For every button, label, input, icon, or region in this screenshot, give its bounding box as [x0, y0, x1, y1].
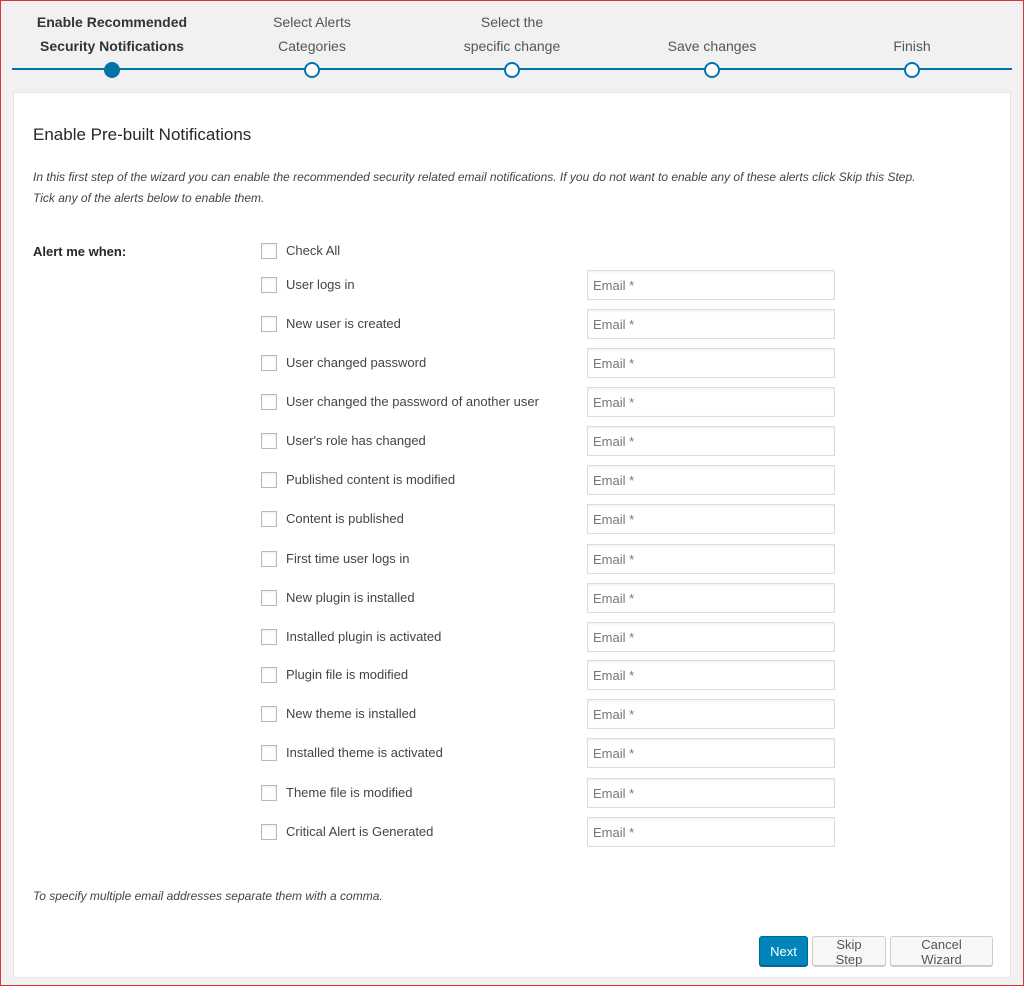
- alert-row: [261, 738, 841, 768]
- alert-checkbox[interactable]: [261, 785, 277, 801]
- email-input[interactable]: [587, 660, 835, 690]
- wizard-step-label: [12, 10, 212, 58]
- alert-checkbox[interactable]: [261, 667, 277, 683]
- wizard-step-1[interactable]: [12, 0, 212, 92]
- email-input[interactable]: [587, 817, 835, 847]
- email-input[interactable]: [587, 465, 835, 495]
- wizard-step-label-line2: Security Notifications: [40, 38, 184, 54]
- wizard-step-label: [412, 10, 612, 58]
- alert-label[interactable]: User changed the password of another user: [286, 394, 539, 409]
- intro-text: [33, 167, 993, 209]
- alert-checkbox[interactable]: [261, 511, 277, 527]
- wizard-step-3[interactable]: [412, 0, 612, 92]
- alert-row: [261, 817, 841, 847]
- email-input[interactable]: [587, 738, 835, 768]
- wizard-step-label: [812, 34, 1012, 58]
- alert-row: [261, 778, 841, 808]
- wizard-step-label-line2: Finish: [893, 38, 931, 54]
- alert-checkbox[interactable]: [261, 745, 277, 761]
- next-button[interactable]: Next: [759, 936, 808, 966]
- intro-line-1: In this first step of the wizard you can enable the recommended security related email notifications. If you do not want to enable any of these alerts click Skip this Step.: [33, 170, 916, 184]
- alert-row: [261, 426, 841, 456]
- check-all-checkbox[interactable]: [261, 243, 277, 259]
- email-input[interactable]: [587, 778, 835, 808]
- alert-checkbox[interactable]: [261, 706, 277, 722]
- step-dot-icon: [704, 62, 720, 78]
- alert-row: [261, 622, 841, 652]
- alert-checkbox[interactable]: [261, 355, 277, 371]
- alert-me-when-label: Alert me when:: [33, 244, 127, 259]
- alert-label[interactable]: New user is created: [286, 316, 401, 331]
- wizard-panel: [13, 92, 1011, 978]
- wizard-steps: [0, 0, 1024, 92]
- alert-row: [261, 583, 841, 613]
- alert-checkbox[interactable]: [261, 590, 277, 606]
- alert-row: [261, 348, 841, 378]
- alert-label[interactable]: First time user logs in: [286, 551, 410, 566]
- skip-step-button[interactable]: Skip Step: [812, 936, 886, 966]
- alert-label[interactable]: Plugin file is modified: [286, 667, 409, 682]
- alert-label[interactable]: Critical Alert is Generated: [286, 824, 434, 839]
- alert-row: [261, 544, 841, 574]
- alert-checkbox[interactable]: [261, 394, 277, 410]
- step-dot-icon: [304, 62, 320, 78]
- alert-checkbox[interactable]: [261, 316, 277, 332]
- wizard-step-4[interactable]: [612, 0, 812, 92]
- alert-row: [261, 270, 841, 300]
- email-input[interactable]: [587, 309, 835, 339]
- wizard-step-5[interactable]: [812, 0, 1012, 92]
- email-input[interactable]: [587, 504, 835, 534]
- wizard-step-label-line2: Categories: [278, 38, 346, 54]
- cancel-wizard-button[interactable]: Cancel Wizard: [890, 936, 993, 966]
- email-note: To specify multiple email addresses separate them with a comma.: [33, 889, 383, 903]
- wizard-step-label: [612, 34, 812, 58]
- check-all-row: [261, 236, 841, 266]
- alert-label[interactable]: User's role has changed: [286, 433, 426, 448]
- alert-label[interactable]: Installed theme is activated: [286, 745, 443, 760]
- alert-checkbox[interactable]: [261, 277, 277, 293]
- check-all-label[interactable]: Check All: [286, 243, 341, 258]
- email-input[interactable]: [587, 699, 835, 729]
- alert-label[interactable]: Theme file is modified: [286, 785, 413, 800]
- page-title: Enable Pre-built Notifications: [33, 125, 252, 144]
- wizard-step-label-line1: Select Alerts: [273, 14, 351, 30]
- email-input[interactable]: [587, 426, 835, 456]
- wizard-step-label-line1: Select the: [480, 14, 544, 30]
- email-input[interactable]: [587, 270, 835, 300]
- alert-label[interactable]: User logs in: [286, 277, 355, 292]
- alert-checkbox[interactable]: [261, 824, 277, 840]
- intro-line-2: Tick any of the alerts below to enable them.: [33, 191, 265, 205]
- alert-label[interactable]: Installed plugin is activated: [286, 629, 442, 644]
- email-input[interactable]: [587, 387, 835, 417]
- wizard-step-label-line2: Save changes: [667, 38, 757, 54]
- alert-row: [261, 387, 841, 417]
- wizard-step-label-line2: specific change: [463, 38, 561, 54]
- email-input[interactable]: [587, 583, 835, 613]
- alert-row: [261, 699, 841, 729]
- email-input[interactable]: [587, 544, 835, 574]
- alert-label[interactable]: New plugin is installed: [286, 590, 415, 605]
- alert-checkbox[interactable]: [261, 551, 277, 567]
- alert-row: [261, 660, 841, 690]
- alert-label[interactable]: User changed password: [286, 355, 427, 370]
- alert-label[interactable]: Published content is modified: [286, 472, 456, 487]
- alert-checkbox[interactable]: [261, 472, 277, 488]
- email-input[interactable]: [587, 348, 835, 378]
- alert-row: [261, 465, 841, 495]
- alert-row: [261, 504, 841, 534]
- alert-label[interactable]: New theme is installed: [286, 706, 417, 721]
- wizard-step-2[interactable]: [212, 0, 412, 92]
- wizard-step-label: [212, 10, 412, 58]
- step-dot-icon: [104, 62, 120, 78]
- alert-checkbox[interactable]: [261, 629, 277, 645]
- step-dot-icon: [504, 62, 520, 78]
- wizard-step-label-line1: Enable Recommended: [36, 14, 188, 30]
- alert-checkbox[interactable]: [261, 433, 277, 449]
- step-dot-icon: [904, 62, 920, 78]
- alert-row: [261, 309, 841, 339]
- email-input[interactable]: [587, 622, 835, 652]
- alert-label[interactable]: Content is published: [286, 511, 404, 526]
